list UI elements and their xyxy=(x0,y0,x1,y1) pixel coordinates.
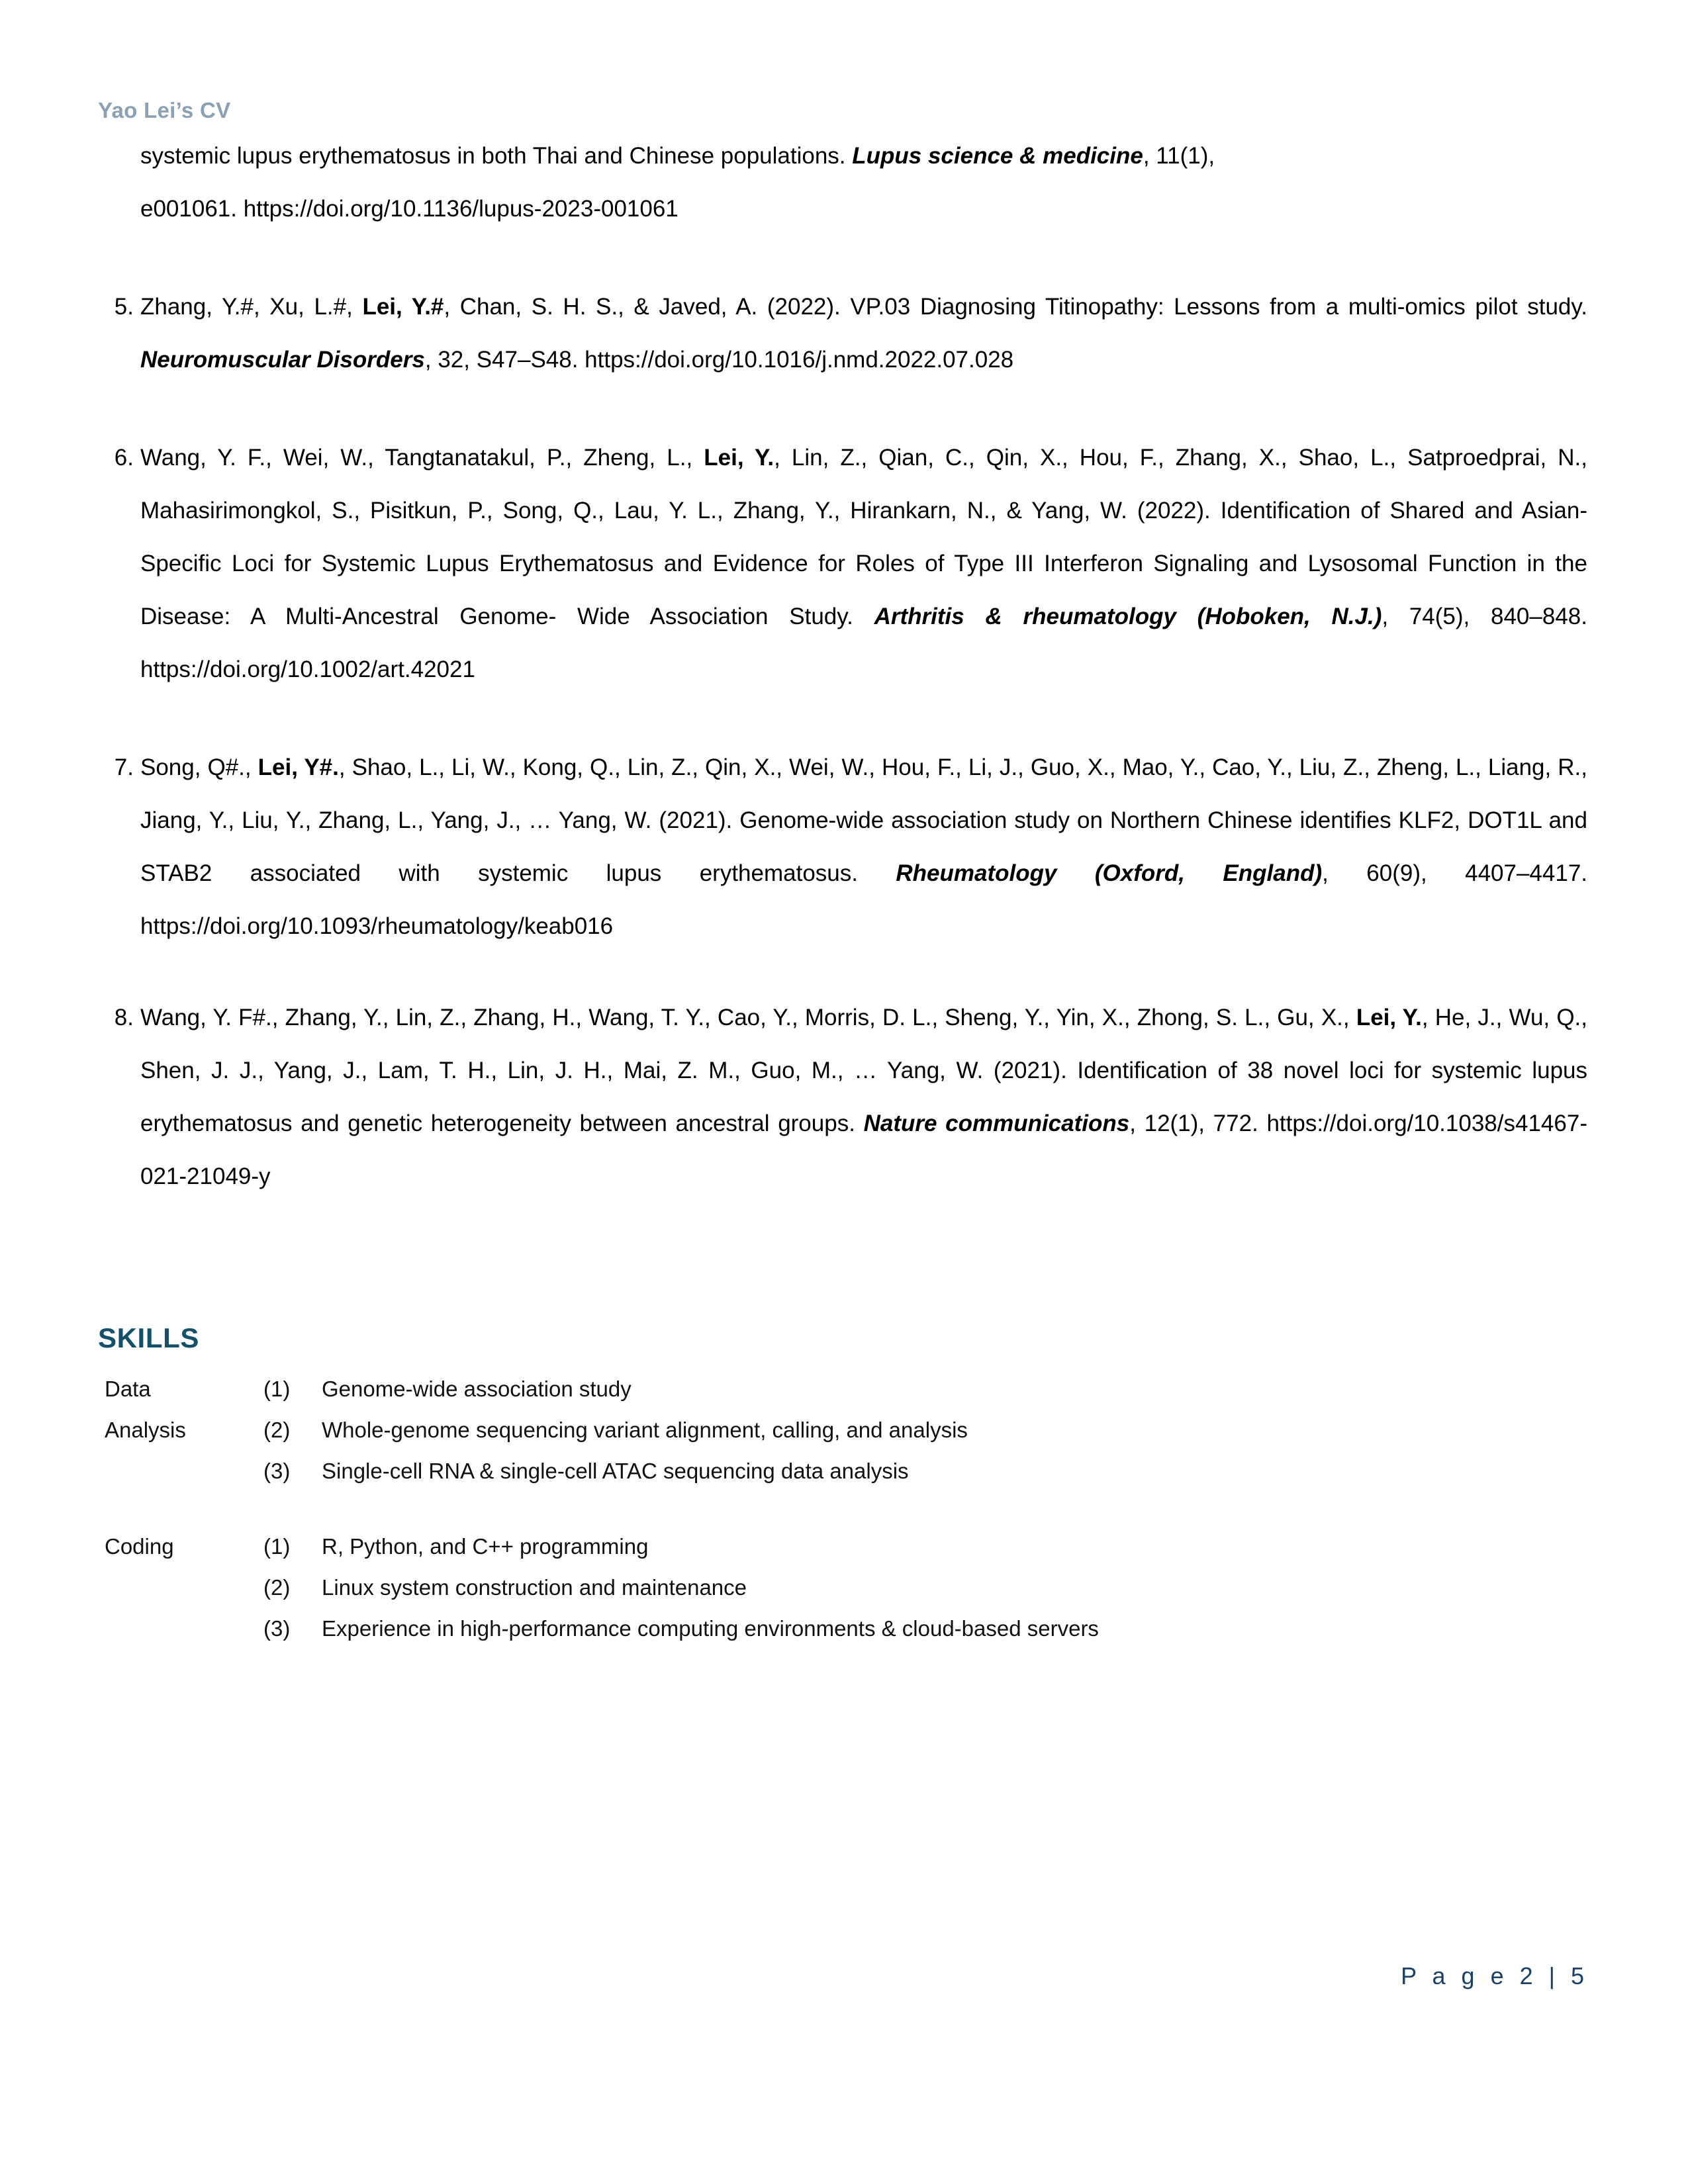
reference-number-7: 7. xyxy=(114,754,134,780)
spacer xyxy=(98,953,1587,991)
ref5-seg-4: , 32, S47–S48. https://doi.org/10.1016/j.nmd.2022.07.028 xyxy=(424,347,1014,373)
reference-body-6 xyxy=(140,432,1587,696)
ref5-seg-0: Zhang, Y.#, Xu, L.#, xyxy=(140,294,363,320)
skills-description: Whole-genome sequencing variant alignment, calling, and analysis xyxy=(322,1418,968,1442)
skills-row xyxy=(98,1526,1422,1567)
reference-body-7 xyxy=(140,741,1587,953)
ref7-journal: Rheumatology (Oxford, England) xyxy=(896,860,1323,886)
skills-description: R, Python, and C++ programming xyxy=(322,1534,649,1559)
reference-number-8: 8. xyxy=(114,1005,134,1030)
skills-category-data: Data xyxy=(105,1377,151,1401)
reference-item-6 xyxy=(98,432,1587,696)
skills-heading: SKILLS xyxy=(98,1322,199,1353)
skills-row xyxy=(98,1567,1422,1608)
ref7-seg-4: , 60(9), 4407–4417. https://doi.org/10.1093/rheumatology/keab016 xyxy=(140,860,1588,939)
ref8-journal: Nature communications xyxy=(863,1111,1130,1136)
ref-continued-text-pre: systemic lupus erythematosus in both Thai and Chinese populations. xyxy=(140,143,853,169)
reference-number-5: 5. xyxy=(114,294,134,320)
ref-continued-journal: Lupus science & medicine xyxy=(852,143,1143,169)
ref6-author-bold: Lei, Y. xyxy=(704,445,774,471)
ref6-seg-4: , 74(5), 840–848. https://doi.org/10.1002/art.42021 xyxy=(140,604,1587,682)
skills-row xyxy=(98,1410,1422,1451)
ref-continued-doi: e001061. https://doi.org/10.1136/lupus-2023-001061 xyxy=(140,196,679,222)
ref7-author-bold: Lei, Y#. xyxy=(258,754,339,780)
ref6-seg-2: , Lin, Z., Qian, C., Qin, X., Hou, F., Zhang, X., Shao, L., Satproedprai, N., Mahasirimongkol, S., Pisitkun, P., Song, Q., Lau, Y. L., Zhang, Y., Hirankarn, N., & Yang, W. (2022). Identification of Shared and Asian-Specific Loci for Systemic Lupus Erythematosus and Evidence for Roles of Type III Interferon Signaling and Lysosomal Function in the Disease: A Multi-Ancestral Genome- Wide Association Study. xyxy=(140,445,1587,629)
reference-item-8 xyxy=(98,991,1587,1203)
spacer xyxy=(98,236,1587,281)
skills-category-analysis: Analysis xyxy=(105,1418,186,1442)
ref8-seg-4: , 12(1), 772. https://doi.org/10.1038/s41467-021-21049-y xyxy=(140,1111,1587,1189)
skills-index: (3) xyxy=(263,1616,291,1641)
skills-description: Single-cell RNA & single-cell ATAC sequencing data analysis xyxy=(322,1459,909,1483)
skills-index: (2) xyxy=(263,1418,291,1442)
document-content xyxy=(98,130,1587,1649)
skills-index: (1) xyxy=(263,1377,291,1401)
skills-category-empty xyxy=(98,1608,263,1649)
ref6-journal: Arthritis & rheumatology (Hoboken, N.J.) xyxy=(874,604,1382,629)
ref5-author-bold: Lei, Y.# xyxy=(362,294,444,320)
skills-index: (1) xyxy=(263,1534,291,1559)
skills-category-empty xyxy=(98,1451,263,1492)
skills-row xyxy=(98,1608,1422,1649)
ref5-journal: Neuromuscular Disorders xyxy=(140,347,425,373)
page-number-footer: P a g e 2 | 5 xyxy=(1401,1962,1589,1989)
skills-table xyxy=(98,1369,1422,1649)
spacer xyxy=(98,1203,1587,1322)
ref6-seg-0: Wang, Y. F., Wei, W., Tangtanatakul, P., Zheng, L., xyxy=(140,445,704,471)
skills-description: Genome-wide association study xyxy=(322,1377,632,1401)
skills-category-coding: Coding xyxy=(105,1534,174,1559)
skills-row xyxy=(98,1451,1422,1492)
ref7-seg-0: Song, Q#., xyxy=(140,754,258,780)
reference-item-7 xyxy=(98,741,1587,953)
ref7-seg-2: , Shao, L., Li, W., Kong, Q., Lin, Z., Qin, X., Wei, W., Hou, F., Li, J., Guo, X., Mao, Y., Cao, Y., Liu, Z., Zheng, L., Liang, R., Jiang, Y., Liu, Y., Zhang, L., Yang, J., … Yang, W. (2021). Genome-wide association study on Northern Chinese identifies KLF2, DOT1L and STAB2 associated with systemic lupus erythematosus. xyxy=(140,754,1587,886)
skills-group-spacer xyxy=(98,1492,1422,1526)
ref-continued-text-post: , 11(1), xyxy=(1143,143,1215,169)
spacer xyxy=(98,696,1587,741)
reference-continued xyxy=(98,130,1587,236)
reference-number-6: 6. xyxy=(114,445,134,471)
reference-item-5 xyxy=(98,281,1587,387)
ref8-seg-0: Wang, Y. F#., Zhang, Y., Lin, Z., Zhang, H., Wang, T. Y., Cao, Y., Morris, D. L., Sheng, Y., Yin, X., Zhong, S. L., Gu, X., xyxy=(140,1005,1356,1030)
skills-description: Linux system construction and maintenance xyxy=(322,1575,747,1600)
reference-body-5 xyxy=(140,281,1587,387)
running-header: Yao Lei’s CV xyxy=(98,98,231,122)
skills-index: (2) xyxy=(263,1575,291,1600)
reference-body-8 xyxy=(140,991,1587,1203)
spacer xyxy=(98,387,1587,432)
skills-index: (3) xyxy=(263,1459,291,1483)
skills-category-empty xyxy=(98,1567,263,1608)
ref8-seg-2: , He, J., Wu, Q., Shen, J. J., Yang, J., Lam, T. H., Lin, J. H., Mai, Z. M., Guo, M., … Yang, W. (2021). Identification of 38 novel loci for systemic lupus erythematosus and genetic heterogeneity between ancestral groups. xyxy=(140,1005,1588,1136)
skills-description: Experience in high-performance computing environments & cloud-based servers xyxy=(322,1616,1099,1641)
ref5-seg-2: , Chan, S. H. S., & Javed, A. (2022). VP.03 Diagnosing Titinopathy: Lessons from a multi-omics pilot study. xyxy=(444,294,1587,320)
ref8-author-bold: Lei, Y. xyxy=(1356,1005,1422,1030)
skills-row xyxy=(98,1369,1422,1410)
